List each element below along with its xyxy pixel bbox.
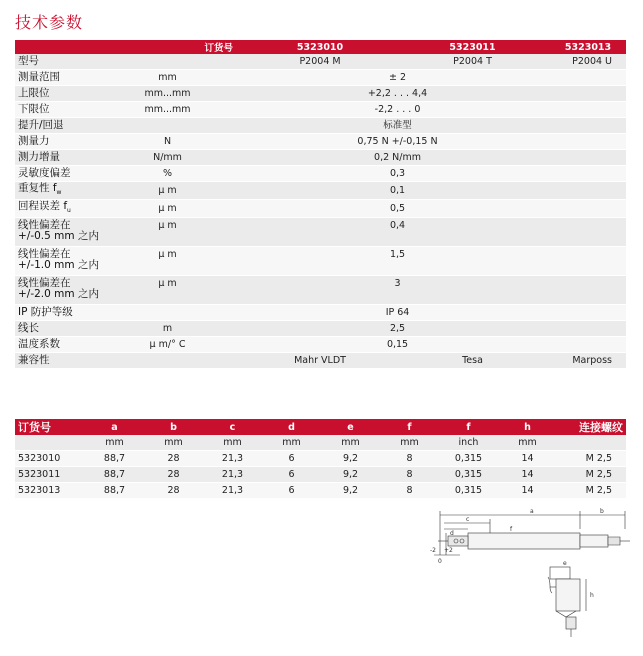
spec-row-value: IP 64 xyxy=(245,305,550,321)
spec-label-line2: +/-2.0 mm 之内 xyxy=(18,288,99,301)
spec-row-value: 2,5 xyxy=(245,321,550,337)
spec-label-text: 提升/回退 xyxy=(18,119,64,131)
dim-label-f: f xyxy=(510,526,513,533)
spec-row-value: 3 xyxy=(245,276,550,305)
spec-row-unit xyxy=(90,353,245,369)
spec-label-text: 灵敏度偏差 xyxy=(18,167,71,179)
dim-label-b: b xyxy=(600,508,604,515)
spec-row-value: -2,2 . . . 0 xyxy=(245,102,550,118)
spec-label-line2: +/-0.5 mm 之内 xyxy=(18,230,99,243)
dims-data-cell: 28 xyxy=(144,483,203,499)
spec-label-text: 上限位 xyxy=(18,87,50,99)
spec-row xyxy=(15,337,626,353)
spec-table xyxy=(15,40,626,369)
dims-unit-cell: mm xyxy=(203,435,262,451)
spec-row-unit: µ m xyxy=(90,200,245,218)
dims-header-cell: 连接螺纹 xyxy=(557,419,626,435)
spec-label-text: 兼容性 xyxy=(18,354,50,367)
spec-row-value: 1,5 xyxy=(245,247,550,276)
spec-row-label xyxy=(15,247,99,276)
spec-label-subscript: u xyxy=(67,207,71,215)
dim-label-h: h xyxy=(590,592,594,599)
spec-row-value: 0,2 N/mm xyxy=(245,150,550,166)
spec-row xyxy=(15,86,626,102)
spec-row-value: 0,1 xyxy=(245,182,550,200)
spec-row-unit: mm...mm xyxy=(90,102,245,118)
dims-unit-cell: mm xyxy=(498,435,557,451)
spec-label-text: 型号 xyxy=(18,55,39,67)
spec-row xyxy=(15,70,626,86)
spec-row-unit: N/mm xyxy=(90,150,245,166)
spec-row-unit: µ m/° C xyxy=(90,337,245,353)
spec-row xyxy=(15,276,626,305)
dims-unit-cell: mm xyxy=(144,435,203,451)
dims-data-cell: 9,2 xyxy=(321,467,380,483)
spec-row-label xyxy=(15,102,90,118)
dim-label-a: a xyxy=(530,508,534,515)
spec-row-value: 0,3 xyxy=(245,166,550,182)
spec-row-label xyxy=(15,166,90,182)
dims-data-cell: 5323010 xyxy=(15,451,85,467)
spec-header-row xyxy=(15,40,626,54)
dims-data-cell: M 2,5 xyxy=(557,451,626,467)
dims-data-cell: M 2,5 xyxy=(557,483,626,499)
spec-label-line2: +/-1.0 mm 之内 xyxy=(18,259,99,272)
spec-label-text: 测量范围 xyxy=(18,71,60,83)
dims-data-cell: 9,2 xyxy=(321,483,380,499)
dims-data-row xyxy=(15,451,626,467)
spec-value-5323013: P2004 U xyxy=(550,54,626,70)
spec-row xyxy=(15,118,626,134)
dims-data-row xyxy=(15,467,626,483)
dimensions-table xyxy=(15,419,626,499)
spec-row-unit xyxy=(90,305,245,321)
spec-label-text: 线性偏差在 xyxy=(18,277,71,290)
dims-data-cell: 14 xyxy=(498,467,557,483)
spec-row xyxy=(15,321,626,337)
spec-row-value: ± 2 xyxy=(245,70,550,86)
dims-unit-cell: mm xyxy=(262,435,321,451)
spec-label-text: 线性偏差在 xyxy=(18,248,71,261)
spec-row xyxy=(15,54,626,70)
spec-row-label xyxy=(15,337,90,353)
spec-row-unit: % xyxy=(90,166,245,182)
dims-data-cell: 14 xyxy=(498,483,557,499)
dims-data-cell: 8 xyxy=(380,483,439,499)
dims-header-cell: h xyxy=(498,419,557,435)
dims-header-cell: 订货号 xyxy=(15,419,85,435)
spec-label-subscript: w xyxy=(56,189,62,197)
dims-data-row xyxy=(15,483,626,499)
spec-label-text: IP 防护等级 xyxy=(18,306,73,319)
dims-header-cell: e xyxy=(321,419,380,435)
dims-data-cell: 6 xyxy=(262,451,321,467)
dims-data-cell: 0,315 xyxy=(439,467,498,483)
dim-label-c: c xyxy=(466,516,470,523)
spec-row-value: 0,4 xyxy=(245,218,550,247)
dims-data-cell: 28 xyxy=(144,451,203,467)
spec-label-text: 温度系数 xyxy=(18,338,60,351)
spec-row-label xyxy=(15,321,90,337)
dim-label-m2: -2 xyxy=(430,547,436,554)
spec-row-value: 标准型 xyxy=(245,118,550,134)
spec-row xyxy=(15,218,626,247)
dim-label-zero: 0 xyxy=(438,558,442,565)
dims-data-cell: 8 xyxy=(380,467,439,483)
spec-value-5323011: P2004 T xyxy=(395,54,550,70)
dims-data-cell: 5323013 xyxy=(15,483,85,499)
dims-data-cell: 5323011 xyxy=(15,467,85,483)
dims-data-cell: 21,3 xyxy=(203,467,262,483)
spec-row xyxy=(15,150,626,166)
spec-row-unit: mm xyxy=(90,70,245,86)
spec-row xyxy=(15,200,626,218)
spec-value-5323013: Marposs xyxy=(550,353,626,369)
dims-unit-cell xyxy=(15,435,85,451)
dims-data-cell: 8 xyxy=(380,451,439,467)
spec-row-label xyxy=(15,353,90,369)
dims-unit-cell: mm xyxy=(321,435,380,451)
spec-row-label xyxy=(15,150,90,166)
dims-header-row xyxy=(15,419,626,435)
dim-label-e: e xyxy=(563,560,567,567)
spec-row-label xyxy=(15,276,99,305)
spec-row-label xyxy=(15,182,90,200)
dims-data-cell: 28 xyxy=(144,467,203,483)
spec-row xyxy=(15,134,626,150)
dims-data-cell: 0,315 xyxy=(439,451,498,467)
spec-row-value: 0,5 xyxy=(245,200,550,218)
dim-label-d: d xyxy=(450,530,454,537)
spec-row xyxy=(15,166,626,182)
spec-row xyxy=(15,247,626,276)
page-title: 技术参数 xyxy=(15,13,84,32)
spec-row-label xyxy=(15,218,99,247)
spec-row-unit: µ m xyxy=(90,276,245,305)
dims-units-row xyxy=(15,435,626,451)
spec-row-unit: m xyxy=(90,321,245,337)
spec-label-text: 重复性 f xyxy=(18,182,57,194)
dims-data-cell: 0,315 xyxy=(439,483,498,499)
spec-row-unit xyxy=(90,118,245,134)
dims-header-cell: d xyxy=(262,419,321,435)
dims-data-cell: 88,7 xyxy=(85,451,144,467)
spec-label-text: 测量力 xyxy=(18,135,50,147)
dims-unit-cell: mm xyxy=(380,435,439,451)
spec-value-5323011: Tesa xyxy=(395,353,550,369)
spec-row-value: 0,75 N +/-0,15 N xyxy=(245,134,550,150)
spec-label-text: 线性偏差在 xyxy=(18,219,71,232)
dims-data-cell: 6 xyxy=(262,483,321,499)
probe-dimension-drawing xyxy=(430,507,635,647)
dims-data-cell: 14 xyxy=(498,451,557,467)
spec-row-label xyxy=(15,86,90,102)
dims-header-cell: b xyxy=(144,419,203,435)
spec-row-unit: µ m xyxy=(90,247,245,276)
dims-header-cell: c xyxy=(203,419,262,435)
spec-label-text: 线长 xyxy=(18,322,39,335)
dims-data-cell: 6 xyxy=(262,467,321,483)
dims-header-cell: a xyxy=(85,419,144,435)
dims-data-cell: 21,3 xyxy=(203,483,262,499)
dims-header-cell: f xyxy=(439,419,498,435)
spec-row-unit xyxy=(90,54,245,70)
spec-row xyxy=(15,182,626,200)
dim-label-p2: +2 xyxy=(444,547,453,554)
spec-row-unit: µ m xyxy=(90,218,245,247)
spec-row xyxy=(15,102,626,118)
spec-row-value: 0,15 xyxy=(245,337,550,353)
spec-row-unit: µ m xyxy=(90,182,245,200)
dims-unit-cell xyxy=(557,435,626,451)
col-header-5323011: 5323011 xyxy=(395,40,550,54)
spec-label-text: 回程误差 f xyxy=(18,200,68,213)
spec-row-value: +2,2 . . . 4,4 xyxy=(245,86,550,102)
spec-row-label xyxy=(15,54,90,70)
dims-unit-cell: inch xyxy=(439,435,498,451)
dims-data-cell: 9,2 xyxy=(321,451,380,467)
dims-header-cell: f xyxy=(380,419,439,435)
spec-row-unit: N xyxy=(90,134,245,150)
spec-value-5323010: P2004 M xyxy=(245,54,395,70)
spec-row-label xyxy=(15,134,90,150)
spec-row-label xyxy=(15,118,90,134)
spec-row xyxy=(15,353,626,369)
col-header-5323013: 5323013 xyxy=(550,40,626,54)
spec-row-label xyxy=(15,200,90,218)
spec-row xyxy=(15,305,626,321)
col-header-5323010: 5323010 xyxy=(245,40,395,54)
dims-data-cell: M 2,5 xyxy=(557,467,626,483)
spec-row-label xyxy=(15,70,90,86)
spec-row-label xyxy=(15,305,90,321)
order-number-header: 订货号 xyxy=(15,40,245,54)
spec-row-unit: mm...mm xyxy=(90,86,245,102)
dims-data-cell: 21,3 xyxy=(203,451,262,467)
dims-data-cell: 88,7 xyxy=(85,483,144,499)
dims-data-cell: 88,7 xyxy=(85,467,144,483)
spec-label-text: 测力增量 xyxy=(18,151,60,163)
spec-label-text: 下限位 xyxy=(18,103,50,115)
dims-unit-cell: mm xyxy=(85,435,144,451)
spec-value-5323010: Mahr VLDT xyxy=(245,353,395,369)
